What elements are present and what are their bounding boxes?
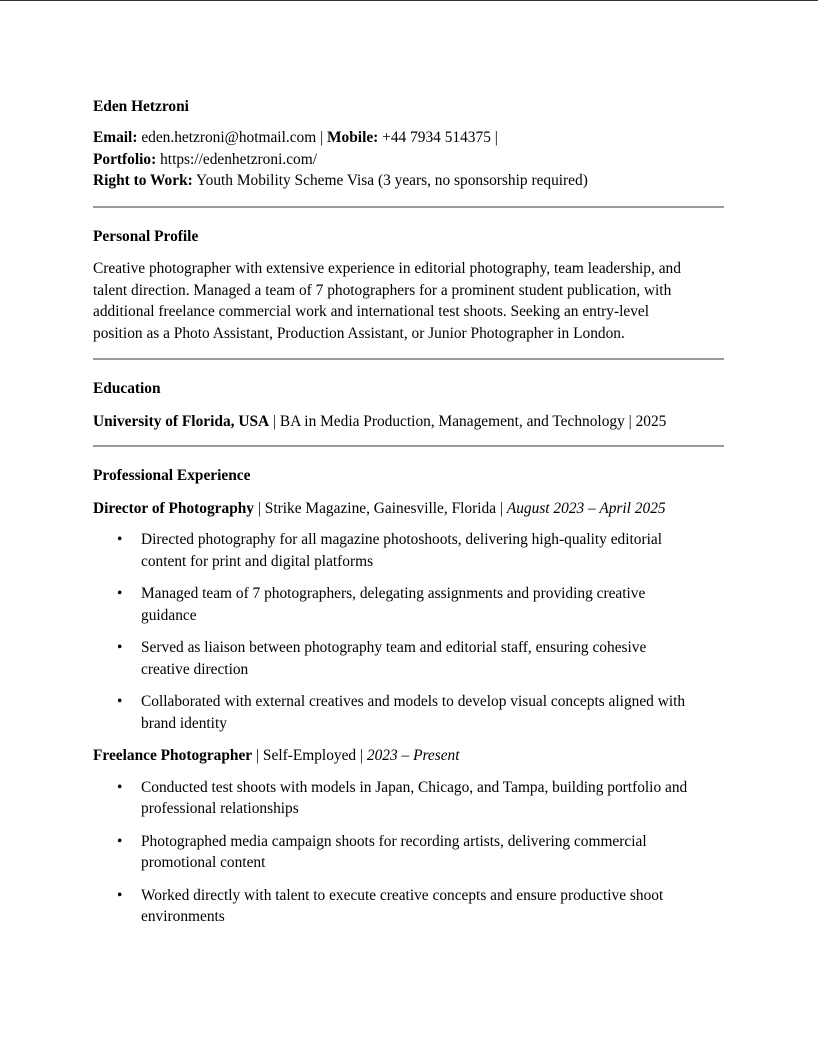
contact-line-3 [93, 170, 724, 192]
list-item [93, 637, 724, 680]
bullet-icon: • [117, 531, 123, 548]
contact-line-2 [93, 149, 724, 171]
resume-document [93, 96, 724, 939]
list-item [93, 583, 724, 626]
mobile-value[interactable]: +44 7934 514375 [382, 129, 491, 146]
bullet-line: environments [141, 908, 225, 925]
top-border-line [0, 0, 818, 1]
bullet-icon: • [117, 886, 123, 904]
job-org: | Strike Magazine, Gainesville, Florida | [257, 499, 503, 517]
bullet-line: content for print and digital platforms [141, 552, 374, 570]
bullet-line: Directed photography for all magazine photoshoots, delivering high-quality editorial [141, 531, 663, 548]
bullet-icon: • [117, 832, 123, 850]
list-item [93, 777, 724, 820]
profile-line: talent direction. Managed a team of 7 photographers for a prominent student publication, with [93, 281, 672, 299]
bullet-line: promotional content [141, 854, 266, 871]
bullet-line: Photographed media campaign shoots for recording artists, delivering commercial [141, 832, 647, 850]
job-role: Director of Photography [93, 499, 255, 517]
profile-line: Creative photographer with extensive experience in editorial photography, team leadership, and [93, 260, 681, 277]
bullet-icon: • [117, 585, 123, 602]
portfolio-link[interactable]: https://edenhetzroni.com/ [160, 150, 317, 168]
portfolio-label: Portfolio: [93, 150, 157, 168]
right-to-work-value: Youth Mobility Scheme Visa (3 years, no sponsorship required) [196, 172, 588, 189]
job-bullets [93, 529, 724, 734]
bullet-line: professional relationships [141, 800, 299, 817]
bullet-line: brand identity [141, 714, 227, 732]
separator: | [320, 129, 324, 146]
experience-heading: Professional Experience [93, 467, 251, 484]
bullet-line: Served as liaison between photography team and editorial staff, ensuring cohesive [141, 639, 647, 656]
bullet-icon: • [117, 693, 123, 710]
email-label: Email: [93, 129, 138, 146]
job-role: Freelance Photographer [93, 747, 253, 764]
job-header [93, 498, 724, 520]
bullet-line: Worked directly with talent to execute creative concepts and ensure productive shoot [141, 886, 664, 904]
contact-line-1 [93, 127, 724, 149]
job-dates: 2023 – Present [366, 747, 460, 764]
bullet-icon: • [117, 778, 123, 796]
job-dates: August 2023 – April 2025 [506, 499, 666, 517]
mobile-label: Mobile: [327, 129, 379, 146]
bullet-icon: • [117, 639, 123, 656]
list-item [93, 529, 724, 572]
school-name: University of Florida, USA [93, 412, 270, 430]
bullet-line: Conducted test shoots with models in Japan, Chicago, and Tampa, building portfolio and [141, 778, 688, 796]
email-value[interactable]: eden.hetzroni@hotmail.com [141, 129, 317, 146]
separator: | [494, 129, 498, 146]
bullet-line: Collaborated with external creatives and models to develop visual concepts aligned with [141, 693, 686, 710]
job-org: | Self-Employed | [256, 747, 364, 764]
contact-block [93, 127, 724, 192]
education-heading: Education [93, 380, 161, 397]
section-divider [93, 206, 724, 208]
profile-line: additional freelance commercial work and international test shoots. Seeking an entry-level [93, 303, 650, 320]
list-item [93, 691, 724, 734]
degree-details: | BA in Media Production, Management, and Technology | 2025 [273, 412, 667, 430]
bullet-line: creative direction [141, 660, 249, 678]
right-to-work-label: Right to Work: [93, 172, 193, 189]
list-item [93, 831, 724, 874]
profile-paragraph [93, 258, 724, 344]
list-item [93, 885, 724, 928]
candidate-name: Eden Hetzroni [93, 98, 189, 115]
job-header [93, 745, 724, 767]
profile-heading: Personal Profile [93, 227, 199, 245]
education-entry [93, 411, 724, 433]
profile-line: position as a Photo Assistant, Production Assistant, or Junior Photographer in London. [93, 324, 625, 342]
bullet-line: guidance [141, 606, 197, 624]
job-bullets [93, 777, 724, 928]
bullet-line: Managed team of 7 photographers, delegating assignments and providing creative [141, 585, 646, 602]
section-divider [93, 445, 724, 447]
section-divider [93, 358, 724, 360]
